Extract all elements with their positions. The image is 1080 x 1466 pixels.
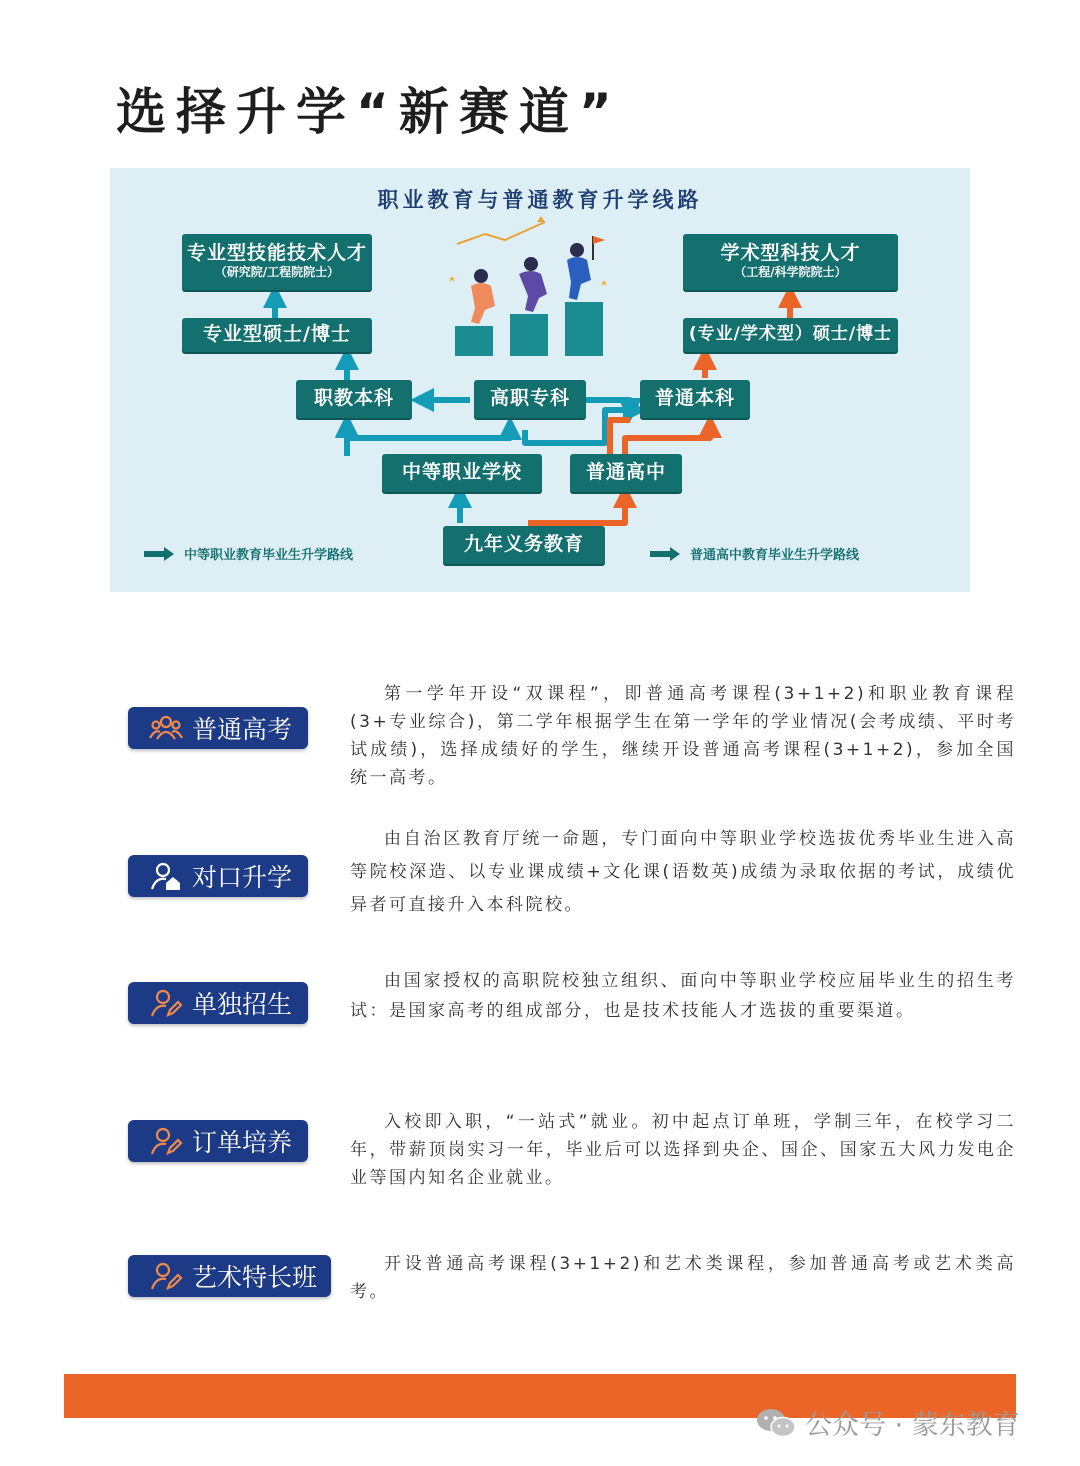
teal-arrow-icon: [144, 547, 174, 561]
node-gen-high-label: 普通高中: [585, 461, 666, 484]
item-counterpart-admission-text: 由自治区教育厅统一命题，专门面向中等职业学校选拔优秀毕业生进入高等院校深造、以专业课成绩+文化课(语数英)成绩为录取依据的考试，成绩优异者可直接升入本科院校。: [350, 829, 1016, 915]
legend-orange-label: 普通高中教育毕业生升学路线: [690, 548, 860, 563]
node-gen-bachelor-label: 普通本科: [654, 387, 735, 410]
badge-general-exam: [128, 707, 308, 749]
node-compulsory-label: 九年义务教育: [463, 533, 584, 556]
group-icon: [148, 713, 184, 743]
person-edit-icon: [148, 1261, 184, 1291]
node-gen-bachelor: [640, 380, 750, 418]
node-sec-voc: [382, 454, 542, 492]
badge-independent-enrollment-label: 单独招生: [192, 990, 293, 1019]
node-voc-bachelor-label: 职教本科: [313, 387, 394, 410]
badge-independent-enrollment: [128, 982, 308, 1024]
badge-order-training: [128, 1120, 308, 1162]
item-order-training-text: 入校即入职，“一站式”就业。初中起点订单班，学制三年，在校学习二年，带薪顶岗实习一年，毕业后可以选择到央企、国企、国家五大风力发电企业等国内知名企业就业。: [350, 1112, 1016, 1188]
node-aca-master: [683, 318, 898, 352]
legend-teal-label: 中等职业教育毕业生升学路线: [184, 548, 354, 563]
person-home-icon: [148, 861, 184, 891]
node-sec-voc-label: 中等职业学校: [401, 461, 522, 484]
node-pro-talent: [182, 234, 372, 290]
education-pathway-diagram: [110, 168, 970, 592]
legend-teal-route: [144, 544, 353, 563]
node-higher-voc-label: 高职专科: [489, 387, 570, 410]
wechat-icon: [755, 1406, 797, 1440]
climbing-people-illustration: [435, 216, 620, 356]
badge-art-class-label: 艺术特长班: [192, 1263, 318, 1292]
watermark-label: 公众号 · 蒙东教育: [805, 1410, 1020, 1441]
badge-general-exam-label: 普通高考: [192, 715, 293, 744]
diagram-title: 职业教育与普通教育升学线路: [377, 188, 703, 212]
badge-order-training-label: 订单培养: [192, 1128, 293, 1157]
node-pro-talent-sub: （研究院/工程院院士）: [214, 265, 340, 280]
legend-orange-route: [650, 544, 859, 563]
node-voc-bachelor: [296, 380, 412, 418]
badge-counterpart-admission-label: 对口升学: [192, 863, 293, 892]
page-title: 选择升学“新赛道”: [116, 83, 622, 141]
item-general-exam-text: 第一学年开设“双课程”，即普通高考课程(3+1+2)和职业教育课程(3+专业综合)，第二学年根据学生在第一学年的学业情况(会考成绩、平时考试成绩)，选择成绩好的学生，继续开设普通高考课程(3+1+2)，参加全国统一高考。: [350, 684, 1016, 788]
node-compulsory: [443, 526, 605, 564]
node-aca-master-label: (专业/学术型）硕士/博士: [688, 324, 893, 345]
badge-art-class: [128, 1255, 331, 1297]
teal-arrow-icon: [650, 547, 680, 561]
node-aca-talent: [683, 234, 898, 290]
badge-counterpart-admission: [128, 855, 308, 897]
item-art-class-text: 开设普通高考课程(3+1+2)和艺术类课程，参加普通高考或艺术类高考。: [350, 1254, 1016, 1302]
node-aca-talent-label: 学术型科技人才: [720, 242, 861, 265]
node-aca-talent-sub: （工程/科学院院士）: [734, 265, 847, 280]
node-higher-voc: [474, 380, 586, 418]
node-pro-master: [182, 318, 372, 352]
person-edit-icon: [148, 1126, 184, 1156]
node-gen-high: [570, 454, 682, 492]
node-pro-master-label: 专业型硕士/博士: [203, 323, 351, 346]
person-edit-icon: [148, 988, 184, 1018]
watermark: [755, 1403, 1020, 1442]
node-pro-talent-label: 专业型技能技术人才: [186, 242, 367, 265]
item-independent-enrollment-text: 由国家授权的高职院校独立组织、面向中等职业学校应届毕业生的招生考试：是国家高考的组成部分，也是技术技能人才选拔的重要渠道。: [350, 971, 1016, 1021]
